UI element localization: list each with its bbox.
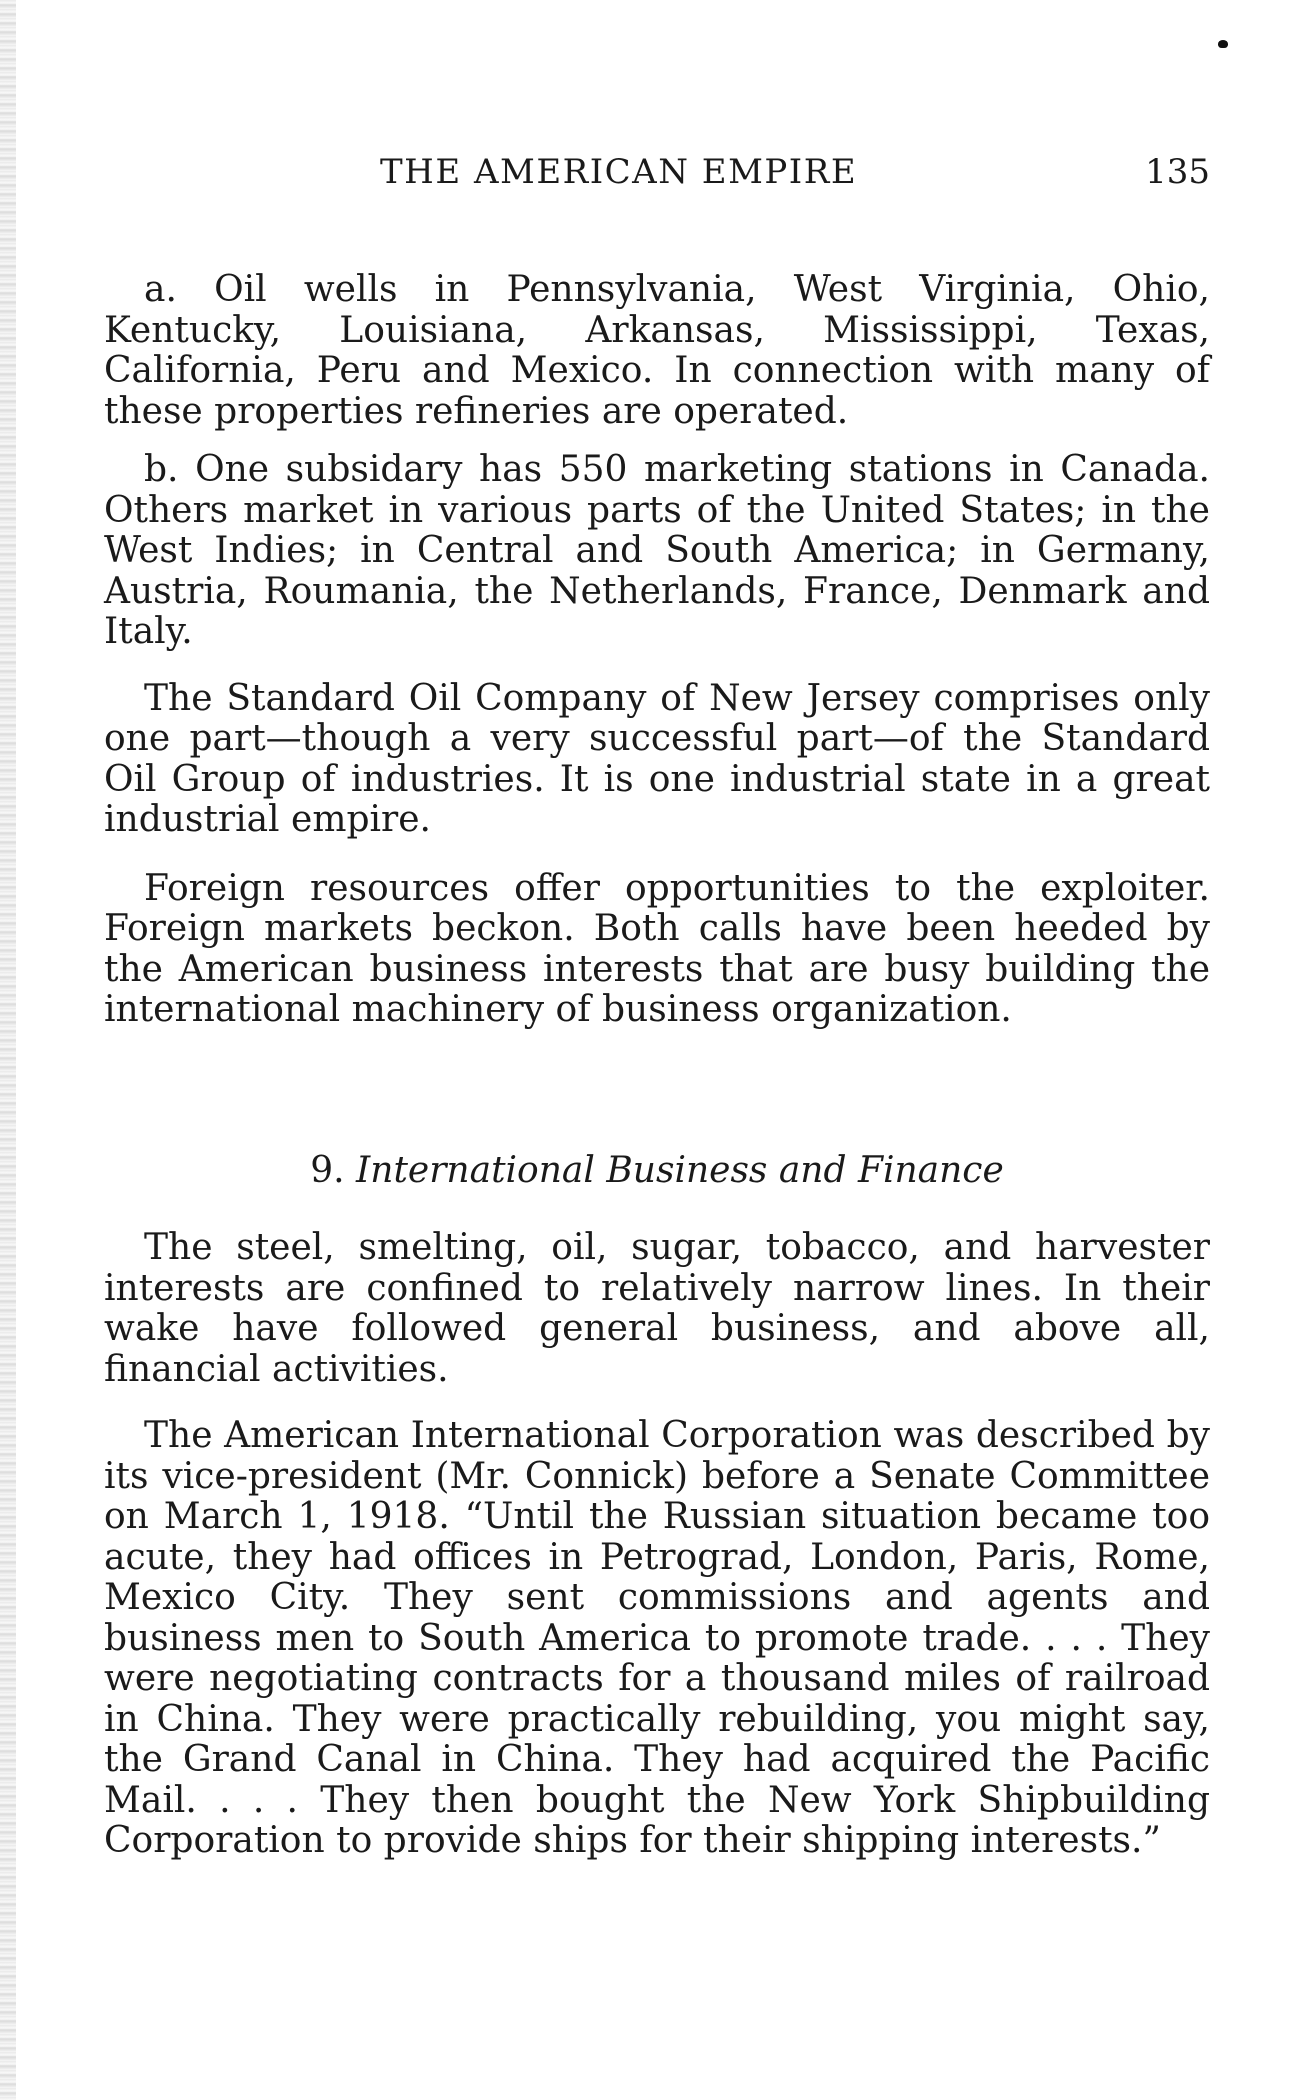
paragraph-american-international: The American International Corporation was described by its vice-president (Mr. Connick) before a Senate Committee on March 1, 1918. “Until the Russian situation became too acute, they had offices in Petrograd, London, Paris, Rome, Mexico City. They sent commissions and agents and business men to South America to promote trade. . . . They were negotiating contracts for a thousand miles of railroad in China. They were practically rebuilding, you might say, the Grand Canal in China. They had acquired the Pacific Mail. . . . They then bought the New York Shipbuilding Corporation to provide ships for their shipping interests.” bbox=[104, 1415, 1210, 1861]
body-text-upper bbox=[104, 270, 1210, 1031]
section-title: International Business and Finance bbox=[356, 1150, 1004, 1191]
paragraph-marketing: b. One subsidary has 550 marketing stations in Canada. Others market in various parts of the United States; in the West Indies; in Central and South America; in Germany, Austria, Roumania, the Netherlands, France, Denmark and Italy. bbox=[104, 449, 1210, 652]
running-title: THE AMERICAN EMPIRE bbox=[380, 152, 858, 192]
section-number: 9. bbox=[310, 1150, 345, 1191]
page-number: 135 bbox=[1145, 152, 1210, 192]
scan-binding-edge bbox=[0, 0, 16, 2100]
paragraph-interests: The steel, smelting, oil, sugar, tobacco, and harvester interests are confined to relatively narrow lines. In their wake have followed general business, and above all, financial activities. bbox=[104, 1227, 1210, 1390]
paragraph-foreign-resources: Foreign resources offer opportunities to the exploiter. Foreign markets beckon. Both calls have been heeded by the American business interests that are busy building the international machinery of business organization. bbox=[104, 867, 1210, 1030]
paragraph-standard-oil: The Standard Oil Company of New Jersey comprises only one part—though a very successful part—of the Standard Oil Group of industries. It is one industrial state in a great industrial empire. bbox=[104, 677, 1210, 840]
running-header bbox=[100, 152, 1210, 202]
section-heading bbox=[104, 1150, 1210, 1191]
paragraph-oil-wells: a. Oil wells in Pennsylvania, West Virginia, Ohio, Kentucky, Louisiana, Arkansas, Mississippi, Texas, California, Peru and Mexico. In connection with many of these properties refineries are operated. bbox=[104, 269, 1210, 432]
ink-mark bbox=[1218, 40, 1228, 48]
body-text-lower bbox=[104, 1228, 1210, 1862]
